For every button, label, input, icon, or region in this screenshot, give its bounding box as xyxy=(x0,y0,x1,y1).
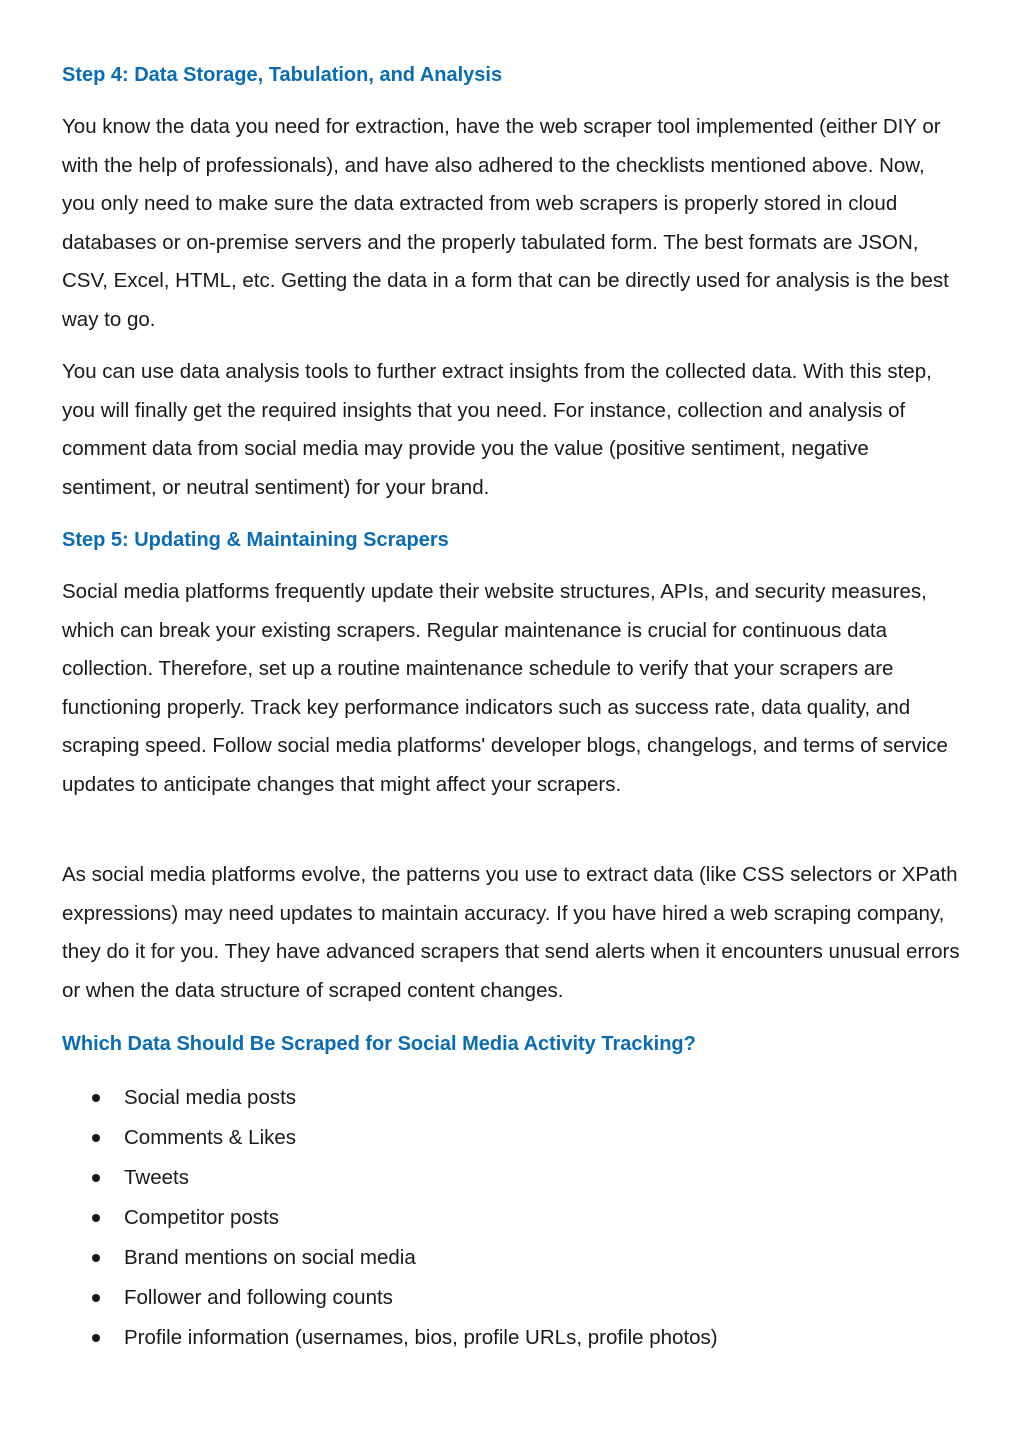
which-data-heading: Which Data Should Be Scraped for Social Media Activity Tracking? xyxy=(62,1033,696,1055)
list-item: Comments & Likes xyxy=(62,1118,962,1158)
list-item: Profile information (usernames, bios, profile URLs, profile photos) xyxy=(62,1318,962,1358)
list-item: Brand mentions on social media xyxy=(62,1238,962,1278)
step4-paragraph-2: You can use data analysis tools to further extract insights from the collected data. With this step, you will finally get the required insights that you need. For instance, collection and analysis of comment data from social media may provide you the value (positive sentiment, negative sentiment, or neutral sentiment) for your brand. xyxy=(62,360,932,499)
step5-paragraph-2: As social media platforms evolve, the patterns you use to extract data (like CSS selectors or XPath expressions) may need updates to maintain accuracy. If you have hired a web scraping company, they do it for you. They have advanced scrapers that send alerts when it encounters unusual errors or when the data structure of scraped content changes. xyxy=(62,863,960,1002)
bullet-icon xyxy=(92,1214,100,1222)
bullet-icon xyxy=(92,1294,100,1302)
bullet-icon xyxy=(92,1254,100,1262)
bullet-icon xyxy=(92,1094,100,1102)
list-item: Tweets xyxy=(62,1158,962,1198)
list-item: Follower and following counts xyxy=(62,1278,962,1318)
bullet-icon xyxy=(92,1174,100,1182)
bullet-icon xyxy=(92,1334,100,1342)
list-item: Social media posts xyxy=(62,1078,962,1118)
step5-paragraph-1: Social media platforms frequently update their website structures, APIs, and security measures, which can break your existing scrapers. Regular maintenance is crucial for continuous data collection. Therefore, set up a routine maintenance schedule to verify that your scrapers are functioning properly. Track key performance indicators such as success rate, data quality, and scraping speed. Follow social media platforms' developer blogs, changelogs, and terms of service updates to anticipate changes that might affect your scrapers. xyxy=(62,580,948,796)
list-item: Competitor posts xyxy=(62,1198,962,1238)
step4-heading: Step 4: Data Storage, Tabulation, and Analysis xyxy=(62,64,503,86)
step5-heading: Step 5: Updating & Maintaining Scrapers xyxy=(62,529,449,551)
data-types-list xyxy=(62,1078,962,1358)
bullet-icon xyxy=(92,1134,100,1142)
step4-paragraph-1: You know the data you need for extraction, have the web scraper tool implemented (either DIY or with the help of professionals), and have also adhered to the checklists mentioned above. Now, you only need to make sure the data extracted from web scrapers is properly stored in cloud databases or on-premise servers and the properly tabulated form. The best formats are JSON, CSV, Excel, HTML, etc. Getting the data in a form that can be directly used for analysis is the best way to go. xyxy=(62,115,949,331)
